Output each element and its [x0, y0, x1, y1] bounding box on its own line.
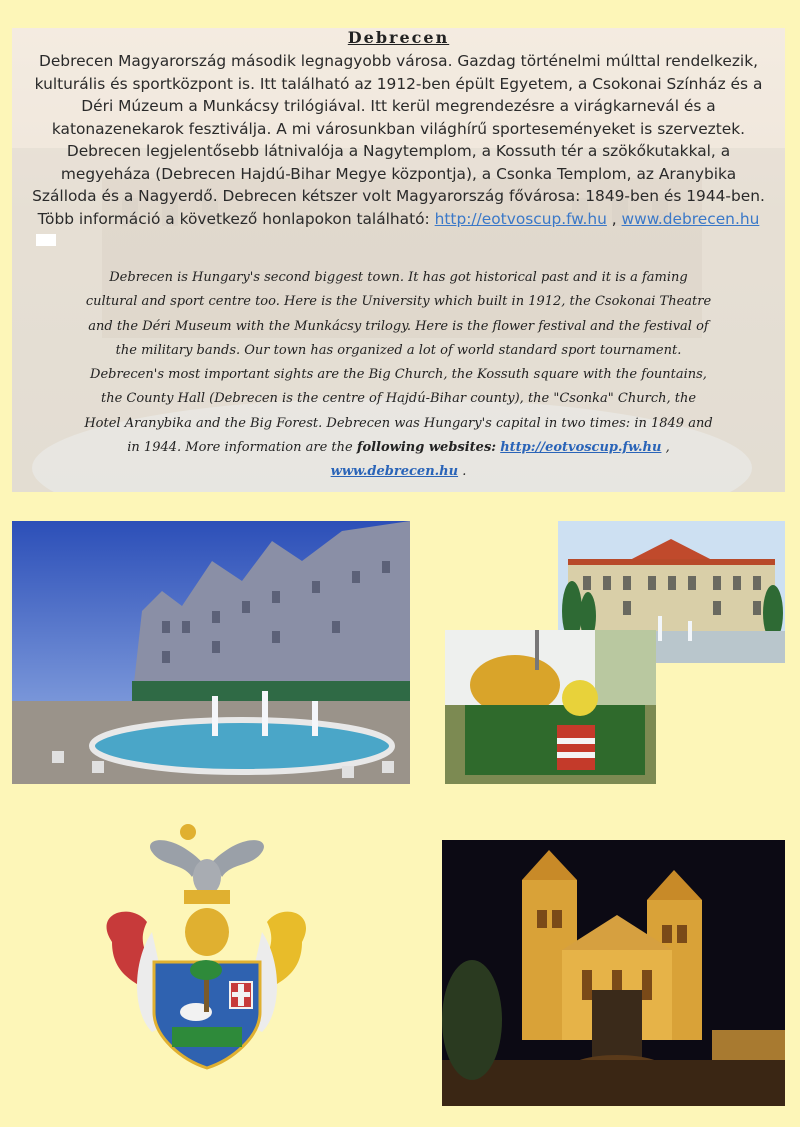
coat-of-arms: [92, 822, 318, 1072]
hu-link-debrecen[interactable]: www.debrecen.hu: [621, 209, 760, 228]
white-marker: [36, 234, 56, 246]
english-bold-lead: following websites:: [356, 440, 497, 456]
en-end: .: [458, 464, 467, 480]
intro-panel: [12, 28, 785, 492]
en-link-separator: ,: [661, 440, 670, 456]
hungarian-text: Debrecen Magyarország második legnagyobb városa. Gazdag történelmi múlttal rendelkezik, kulturális és sportközpont is. Itt található az 1912-ben épült Egyetem, a Csokonai Színház és a Déri Múzeum a Munkácsy trilógiával. Itt kerül megrendezésre a virágkarnevál és a katonazenekarok fesztiválja. A mi városunkban világhírű sporteseményeket is szerveztek. Debrecen legjelentősebb látnivalója a Nagytemplom, a Kossuth tér a szökőkutakkal, a megyeháza (Debrecen Hajdú-Bihar Megye központja), a Csonka Templom, az Aranybika Szálloda és a Nagyerdő. Debrecen kétszer volt Magyarország fővárosa: 1849-ben és 1944-ben. Több információ a következő honlapokon található:: [32, 52, 765, 228]
english-paragraph: [82, 266, 715, 485]
hu-link-separator: ,: [606, 209, 622, 228]
page-title: Debrecen: [347, 28, 450, 47]
en-link-eotvoscup[interactable]: http://eotvoscup.fw.hu: [500, 440, 662, 456]
en-link-debrecen[interactable]: www.debrecen.hu: [330, 464, 459, 480]
fountain-square-photo: [12, 521, 410, 784]
great-church-night-photo: [442, 840, 785, 1106]
hungarian-paragraph: [32, 50, 765, 230]
hu-link-eotvoscup[interactable]: http://eotvoscup.fw.hu: [434, 209, 607, 228]
english-text: Debrecen is Hungary's second biggest town. It has got historical past and it is a faming cultural and sport centre too. Here is the University which built in 1912, the Csokonai Theatre and the Déri Museum with the Munkácsy trilogy. Here is the flower festival and the festival of the military bands. Our town has organized a lot of world standard sport tournament. Debrecen's most important sights are the Big Church, the Kossuth square with the fountains, the County Hall (Debrecen is the centre of Hajdú-Bihar county), the "Csonka" Church, the Hotel Aranybika and the Big Forest. Debrecen was Hungary's capital in two times: in 1849 and in 1944. More information are the: [84, 270, 713, 456]
flower-carnival-photo: [445, 630, 656, 784]
